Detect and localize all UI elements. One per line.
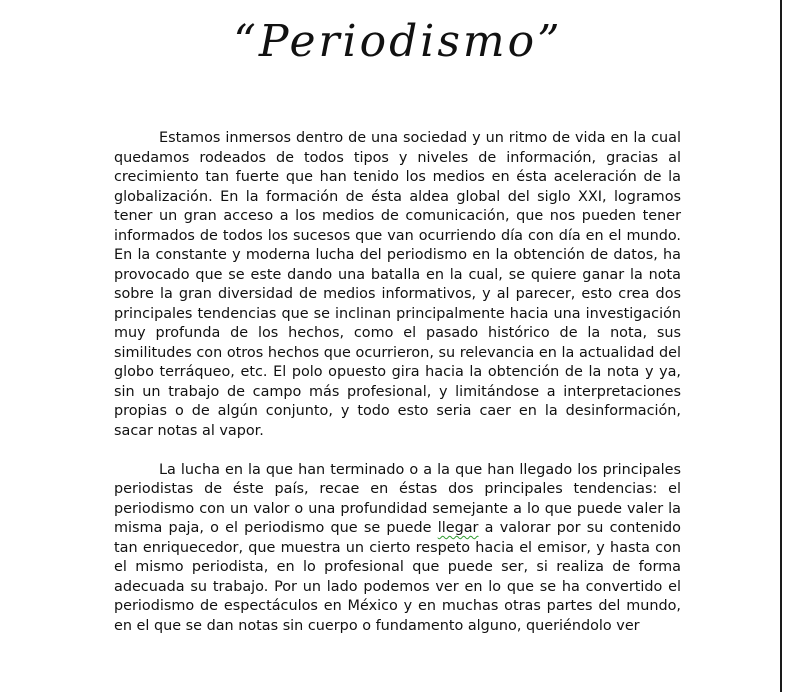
paragraph-2-text-before: La lucha en la que han terminado o a la que han llegado los principales periodistas de éste país, recae en éstas dos principales tendencias: el periodismo con un valor o una profundidad semejante a lo que puede valer la misma paja, o el periodismo que se puede	[114, 461, 681, 536]
paragraph-2-text-after: a valorar por su contenido tan enriquecedor, que muestra un cierto respeto hacia el emisor, y hasta con el mismo periodista, en lo profesional que puede ser, si realiza de forma adecuada su trabajo. Por un lado podemos ver en lo que se ha convertido el periodismo de espectáculos en México y en muchas otras partes del mundo, en el que se dan notas sin cuerpo o fundamento alguno, queriéndolo ver	[114, 520, 681, 634]
spellcheck-flagged-word[interactable]: llegar	[437, 520, 479, 536]
document-body[interactable]	[114, 129, 681, 636]
document-title: “Periodismo”	[233, 16, 563, 67]
paragraph-2[interactable]	[114, 461, 681, 637]
paragraph-1[interactable]: Estamos inmersos dentro de una sociedad y un ritmo de vida en la cual quedamos rodeados de todos tipos y niveles de información, gracias al crecimiento tan fuerte que han tenido los medios en ésta aceleración de la globalización. En la formación de ésta aldea global del siglo XXI, logramos tener un gran acceso a los medios de comunicación, que nos pueden tener informados de todos los sucesos que van ocurriendo día con día en el mundo. En la constante y moderna lucha del periodismo en la obtención de datos, ha provocado que se este dando una batalla en la cual, se quiere ganar la nota sobre la gran diversidad de medios informativos, y al parecer, esto crea dos principales tendencias que se inclinan principalmente hacia una investigación muy profunda de los hechos, como el pasado histórico de la nota, sus similitudes con otros hechos que ocurrieron, su relevancia en la actualidad del globo terráqueo, etc. El polo opuesto gira hacia la obtención de la nota y ya, sin un trabajo de campo más profesional, y limitándose a interpretaciones propias o de algún conjunto, y todo esto seria caer en la desinformación, sacar notas al vapor.	[114, 130, 681, 439]
window-gutter	[782, 0, 796, 692]
